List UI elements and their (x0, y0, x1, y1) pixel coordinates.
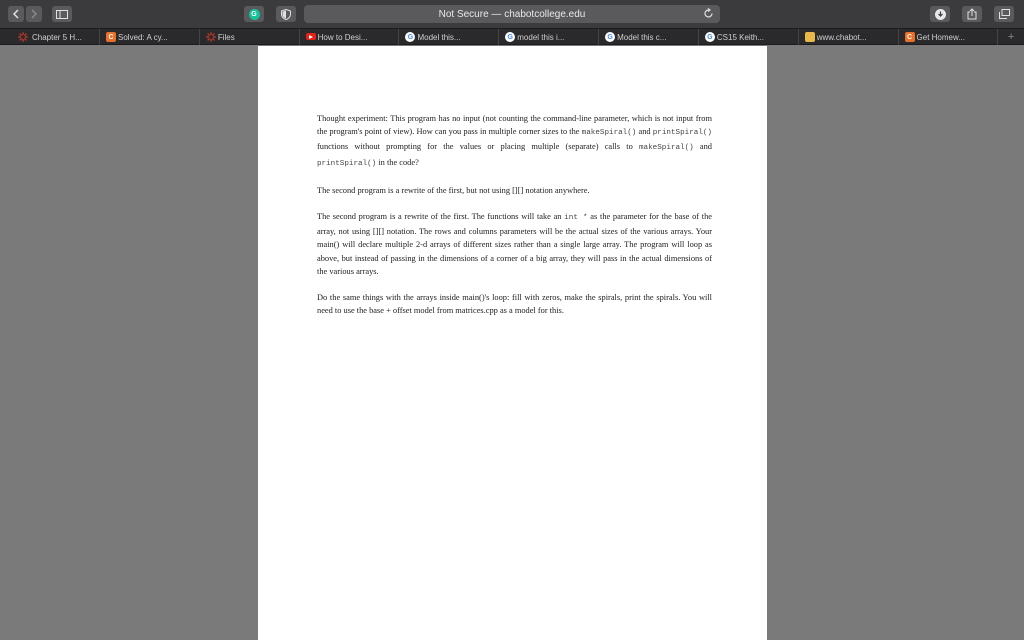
tab-label: Get Homew... (916, 32, 965, 42)
reload-icon[interactable] (703, 8, 714, 19)
tab-5[interactable] (399, 29, 499, 45)
sidebar-button[interactable] (52, 6, 72, 22)
tab-2[interactable] (100, 29, 200, 45)
share-icon (967, 8, 977, 20)
tab-7[interactable] (599, 29, 699, 45)
code-int-pointer: int * (564, 214, 588, 223)
back-button[interactable] (8, 6, 24, 22)
document-page (258, 46, 767, 640)
code-printspiral-2: printSpiral() (317, 159, 377, 168)
document-content (317, 112, 712, 330)
tab-label: Solved: A cy... (118, 32, 168, 42)
tab-label: model this i... (517, 32, 565, 42)
tab-3[interactable] (200, 29, 300, 45)
chevron-left-icon (12, 9, 20, 19)
tab-label: Chapter 5 H... (32, 32, 82, 42)
google-icon: G (405, 32, 415, 42)
tab-label: Model this c... (617, 32, 667, 42)
tab-10[interactable] (899, 29, 999, 45)
tab-label: CS15 Keith... (716, 32, 765, 42)
folder-icon (805, 32, 815, 42)
youtube-icon (306, 33, 316, 40)
sidebar-icon (56, 10, 68, 19)
grammarly-button[interactable] (244, 6, 264, 22)
tab-4[interactable] (300, 29, 400, 45)
tab-label: How to Desi... (317, 32, 368, 42)
tab-label: www.chabot... (816, 32, 867, 42)
tab-label: Model this... (417, 32, 461, 42)
google-icon: G (505, 32, 515, 42)
share-button[interactable] (962, 6, 982, 22)
chevron-right-icon (30, 9, 38, 19)
address-bar[interactable] (304, 5, 720, 23)
paragraph-thought-experiment: Thought experiment: This program has no input (not counting the command-line parameter, which is not input from the program's point of view). How can you pass in multiple corner sizes to the makeSpiral() and printSpiral() functions without prompting for the values or placing multiple (separate) calls to makeSpiral() and printSpiral() in the code? (317, 114, 712, 168)
tab-8[interactable] (699, 29, 799, 45)
privacy-button[interactable] (276, 6, 296, 22)
paragraph-second-program-summary: The second program is a rewrite of the first, but not using [][] notation anywhere. (317, 185, 590, 195)
paragraph-main-loop: Do the same things with the arrays inside main()'s loop: fill with zeros, make the spirals, print the spirals. You will need to use the base + offset model from matrices.cpp as a model for this. (317, 293, 712, 316)
spinner-icon (18, 32, 28, 42)
tab-bar (0, 28, 1024, 45)
tab-overview-button[interactable] (994, 6, 1014, 22)
new-tab-button[interactable]: + (1007, 31, 1015, 43)
forward-button[interactable] (26, 6, 42, 22)
downloads-button[interactable] (930, 6, 950, 22)
tab-9[interactable] (799, 29, 899, 45)
chegg-icon: C (106, 32, 116, 42)
code-makespiral-2: makeSpiral() (639, 144, 694, 153)
tabs-icon (999, 9, 1010, 19)
download-icon (935, 9, 946, 20)
tab-6[interactable] (499, 29, 599, 45)
spinner-icon (206, 32, 216, 42)
url-text: Not Secure — chabotcollege.edu (438, 8, 586, 20)
google-icon: G (705, 32, 715, 42)
chegg-icon: C (905, 32, 915, 42)
tab-label: Files (217, 32, 235, 42)
tab-1[interactable] (0, 29, 100, 45)
browser-toolbar (0, 0, 1024, 28)
code-makespiral: makeSpiral() (581, 129, 637, 138)
google-icon: G (605, 32, 615, 42)
code-printspiral: printSpiral() (652, 129, 712, 138)
shield-icon (281, 9, 291, 20)
grammarly-icon: G (249, 9, 260, 20)
paragraph-second-program-details: The second program is a rewrite of the first. The functions will take an int * as the parameter for the base of the array, not using [][] notation. The rows and columns parameters will be the actual sizes of the various arrays. Your main() will declare multiple 2-d arrays of different sizes rather than a single large array. The program will loop as above, but instead of passing in the dimensions of a corner of a big array, they will pass in the actual dimensions of the various arrays. (317, 212, 712, 276)
